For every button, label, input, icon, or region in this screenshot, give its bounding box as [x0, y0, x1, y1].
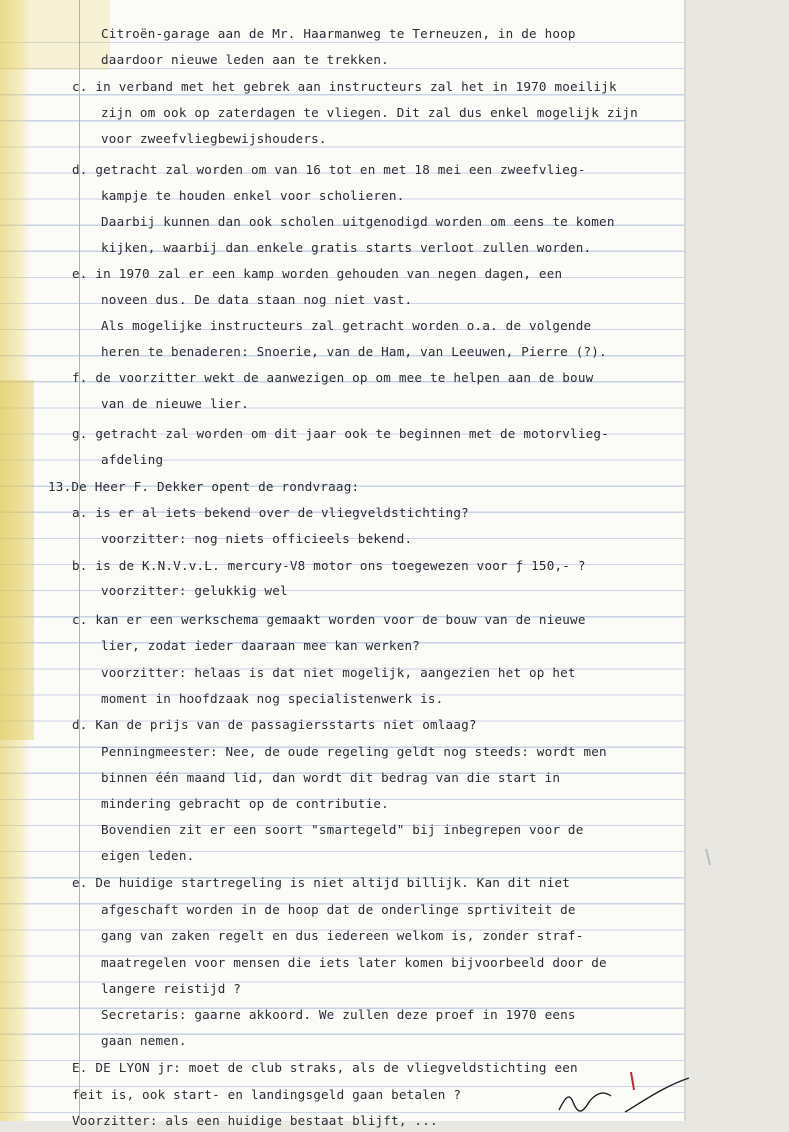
text-line: gang van zaken regelt en dus iedereen welkom is, zonder straf- — [101, 928, 584, 943]
text-line: moment in hoofdzaak nog specialistenwerk is. — [101, 691, 444, 706]
text-line: eigen leden. — [101, 848, 195, 863]
text-line: zijn om ook op zaterdagen te vliegen. Dit zal dus enkel mogelijk zijn — [101, 105, 638, 120]
text-line: afgeschaft worden in de hoop dat de onderlinge sprtiviteit de — [101, 902, 576, 917]
text-line: d. Kan de prijs van de passagiersstarts niet omlaag? — [72, 717, 477, 732]
text-line: Bovendien zit er een soort "smartegeld" bij inbegrepen voor de — [101, 822, 584, 837]
text-line: binnen één maand lid, dan wordt dit bedrag van die start in — [101, 770, 561, 785]
text-line: maatregelen voor mensen die iets later komen bijvoorbeeld door de — [101, 955, 607, 970]
text-line: c. kan er een werkschema gemaakt worden voor de bouw van de nieuwe — [72, 612, 586, 627]
text-line: Voorzitter: als een huidige bestaat blijft, ... — [72, 1113, 438, 1128]
text-line: langere reistijd ? — [101, 981, 242, 996]
text-line: voorzitter: gelukkig wel — [101, 583, 288, 598]
text-line: e. De huidige startregeling is niet altijd billijk. Kan dit niet — [72, 875, 571, 890]
text-line: e. in 1970 zal er een kamp worden gehouden van negen dagen, een — [72, 266, 563, 281]
text-line: a. is er al iets bekend over de vliegveldstichting? — [72, 505, 469, 520]
text-line: daardoor nieuwe leden aan te trekken. — [101, 52, 389, 67]
text-line: d. getracht zal worden om van 16 tot en met 18 mei een zweefvlieg- — [72, 162, 586, 177]
text-line: Citroën-garage aan de Mr. Haarmanweg te Terneuzen, in de hoop — [101, 26, 576, 41]
text-line: Secretaris: gaarne akkoord. We zullen deze proef in 1970 eens — [101, 1007, 576, 1022]
text-line: E. DE LYON jr: moet de club straks, als de vliegveldstichting een — [72, 1060, 578, 1075]
text-line: heren te benaderen: Snoerie, van de Ham, van Leeuwen, Pierre (?). — [101, 344, 607, 359]
text-line: Als mogelijke instructeurs zal getracht worden o.a. de volgende — [101, 318, 592, 333]
text-line: g. getracht zal worden om dit jaar ook te beginnen met de motorvlieg- — [72, 426, 609, 441]
text-line: 13.De Heer F. Dekker opent de rondvraag: — [48, 479, 360, 494]
text-line: voor zweefvliegbewijshouders. — [101, 131, 327, 146]
text-line: voorzitter: nog niets officieels bekend. — [101, 531, 413, 546]
text-line: Penningmeester: Nee, de oude regeling geldt nog steeds: wordt men — [101, 744, 607, 759]
tape-strip-lower — [0, 380, 34, 740]
text-line: kijken, waarbij dan enkele gratis starts verloot zullen worden. — [101, 240, 592, 255]
text-line: f. de voorzitter wekt de aanwezigen op om mee te helpen aan de bouw — [72, 370, 594, 385]
text-line: voorzitter: helaas is dat niet mogelijk, aangezien het op het — [101, 665, 576, 680]
text-line: feit is, ook start- en landingsgeld gaan betalen ? — [72, 1087, 462, 1102]
paper-edge — [684, 0, 686, 1121]
text-line: Daarbij kunnen dan ook scholen uitgenodigd worden om eens te komen — [101, 214, 615, 229]
text-line: gaan nemen. — [101, 1033, 187, 1048]
text-line: kampje te houden enkel voor scholieren. — [101, 188, 405, 203]
text-line: noveen dus. De data staan nog niet vast. — [101, 292, 413, 307]
text-line: mindering gebracht op de contributie. — [101, 796, 389, 811]
text-line: c. in verband met het gebrek aan instructeurs zal het in 1970 moeilijk — [72, 79, 617, 94]
pencil-smudge — [704, 848, 712, 866]
text-line: b. is de K.N.V.v.L. mercury-V8 motor ons toegewezen voor ƒ 150,- ? — [72, 558, 586, 573]
text-line: van de nieuwe lier. — [101, 396, 249, 411]
text-line: afdeling — [101, 452, 164, 467]
text-line: lier, zodat ieder daaraan mee kan werken? — [101, 638, 421, 653]
handwritten-signature-mark — [555, 1072, 695, 1121]
